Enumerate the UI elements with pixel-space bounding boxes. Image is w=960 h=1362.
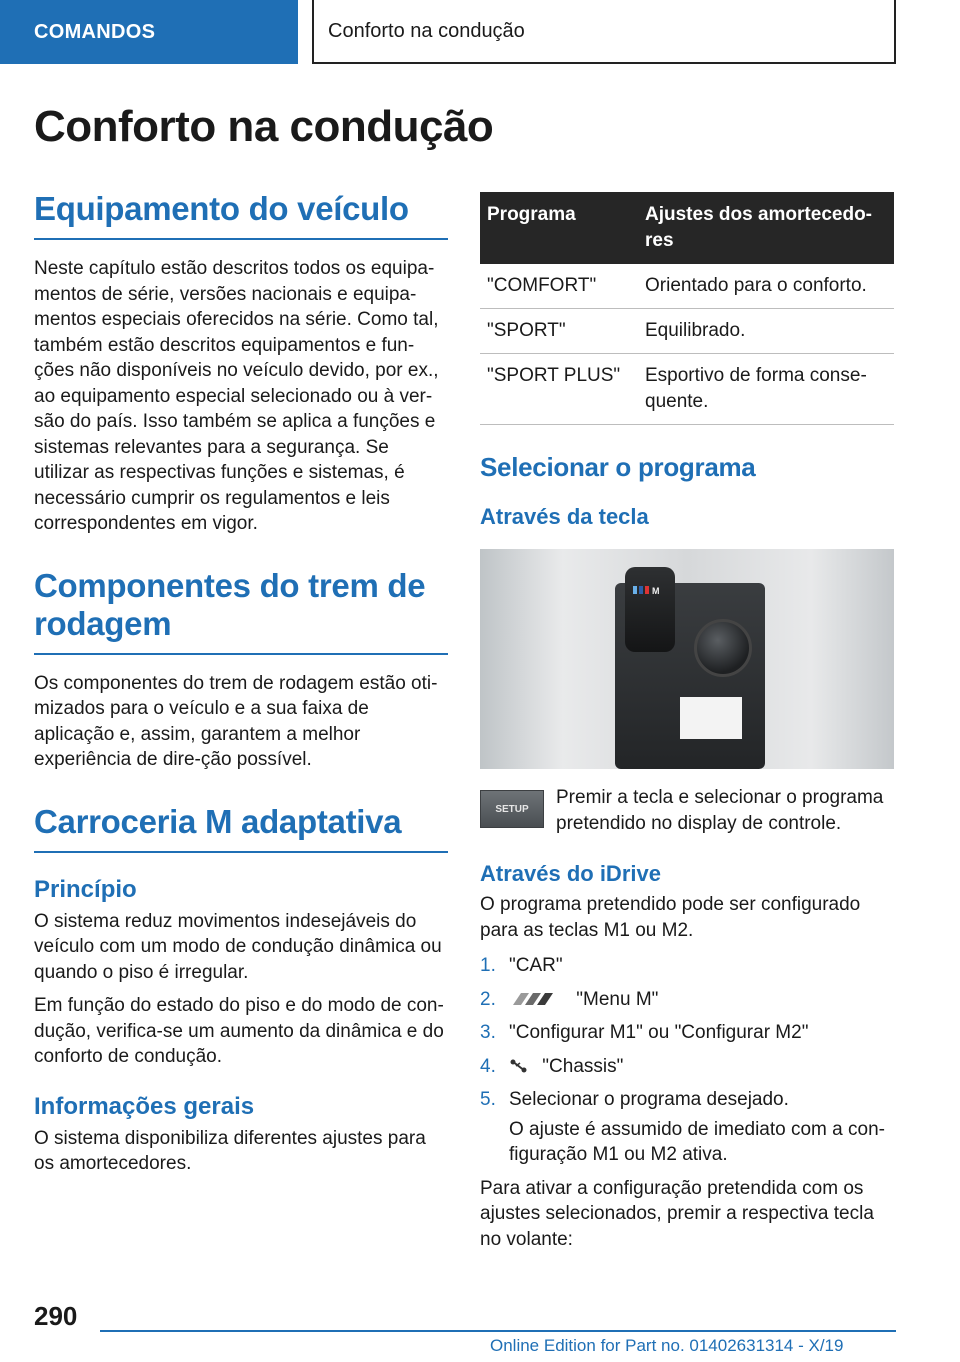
panel-highlight — [680, 697, 742, 739]
step-text: "Chassis" — [542, 1055, 624, 1077]
table-cell: Esportivo de forma conse-quente. — [638, 354, 894, 425]
subtitle-via-idrive: Através do iDrive — [480, 861, 661, 886]
subtitle-principle: Princípio — [34, 875, 137, 903]
footer-edition: Online Edition for Part no. 01402631314 - X/19 — [490, 1336, 844, 1355]
idrive-controller — [694, 619, 752, 677]
general-info-text: O sistema disponibiliza diferentes ajustes para os amortecedores. — [34, 1127, 426, 1174]
list-item — [480, 1020, 894, 1046]
step-text: "Menu M" — [576, 988, 659, 1010]
principle-text-2: Em função do estado do piso e do modo de con-dução, verifica-se um aumento da dinâmica e do conforto de condução. — [34, 995, 444, 1067]
principle-text-1: O sistema reduz movimentos indesejáveis do veículo com um modo de condução dinâmica ou quando o piso é irregular. — [34, 910, 442, 983]
step-text: Selecionar o programa desejado. — [509, 1089, 789, 1110]
damper-table — [480, 192, 894, 425]
step-text: "CAR" — [509, 955, 563, 976]
setup-instruction — [480, 785, 894, 836]
subtitle-via-key: Através da tecla — [480, 504, 649, 529]
running-gear-text: Os componentes do trem de rodagem estão oti-mizados para o veículo e a sua faixa de aplicação e, assim, garantem a melhor experiência de dire-ção possível. — [34, 672, 438, 770]
setup-text: Premir a tecla e selecionar o programa pretendido no display de controle. — [556, 787, 884, 834]
section-title-equipment: Equipamento do veículo — [34, 190, 448, 240]
table-header-row — [480, 192, 894, 264]
list-item — [480, 1087, 894, 1113]
equipment-text: Neste capítulo estão descritos todos os equipa-mentos de série, versões nacionais e equipa-mentos especiais oferecidos na série. Como tal, também estão descritos equipamentos e fun-ções não disponíveis no veículo devido, por ex., ao equipamento especial selecionado ou à ver-são do país. Isso também se aplica a funções e sistemas relevantes para a segurança. Se utilizar as respectivas funções e sistemas, é necessário cumprir os regulamentos e leis correspondentes em vigor. — [34, 258, 439, 534]
table-cell: "SPORT PLUS" — [480, 354, 638, 425]
m-logo-icon — [631, 585, 669, 595]
page-number: 290 — [34, 1301, 78, 1331]
step-number: 5. — [480, 1089, 496, 1110]
steps-list — [480, 953, 894, 1113]
step-text: "Configurar M1" ou "Configurar M2" — [509, 1022, 809, 1043]
table-row — [480, 264, 894, 309]
section-tab: COMANDOS — [0, 0, 298, 64]
table-row — [480, 309, 894, 354]
m-menu-icon — [509, 989, 561, 1005]
section-title-adaptive-suspension: Carroceria M adaptativa — [34, 803, 448, 853]
list-item — [480, 1054, 894, 1080]
step5-note: O ajuste é assumido de imediato com a con-figuração M1 ou M2 ativa. — [509, 1118, 885, 1165]
setup-button-icon: SETUP — [480, 790, 544, 828]
gear-selector — [625, 567, 675, 652]
step-number: 4. — [480, 1055, 496, 1077]
subtitle-general-info: Informações gerais — [34, 1092, 255, 1120]
section-title-select-program: Selecionar o programa — [480, 452, 756, 482]
svg-text:M: M — [652, 586, 660, 595]
right-column — [480, 192, 894, 1252]
table-cell: Orientado para o conforto. — [638, 264, 894, 309]
left-column — [34, 190, 448, 1177]
step-number: 3. — [480, 1022, 496, 1043]
section-title-running-gear: Componentes do trem de rodagem — [34, 567, 448, 655]
center-console-image — [480, 549, 894, 769]
table-header-program: Programa — [480, 192, 638, 264]
chapter-header: Conforto na condução — [312, 0, 896, 64]
list-item — [480, 987, 894, 1013]
page-title: Conforto na condução — [34, 102, 494, 151]
table-cell: Equilibrado. — [638, 309, 894, 354]
footer-divider — [100, 1330, 896, 1332]
table-cell: "COMFORT" — [480, 264, 638, 309]
chassis-icon — [509, 1056, 529, 1072]
final-text: Para ativar a configuração pretendida com os ajustes selecionados, premir a respectiva tecla no volante: — [480, 1177, 874, 1250]
list-item — [480, 953, 894, 979]
table-header-settings: Ajustes dos amortecedo-res — [638, 192, 894, 264]
step-number: 1. — [480, 955, 496, 976]
step-number: 2. — [480, 988, 496, 1010]
idrive-text: O programa pretendido pode ser configurado para as teclas M1 ou M2. — [480, 894, 861, 941]
table-cell: "SPORT" — [480, 309, 638, 354]
table-row — [480, 354, 894, 425]
